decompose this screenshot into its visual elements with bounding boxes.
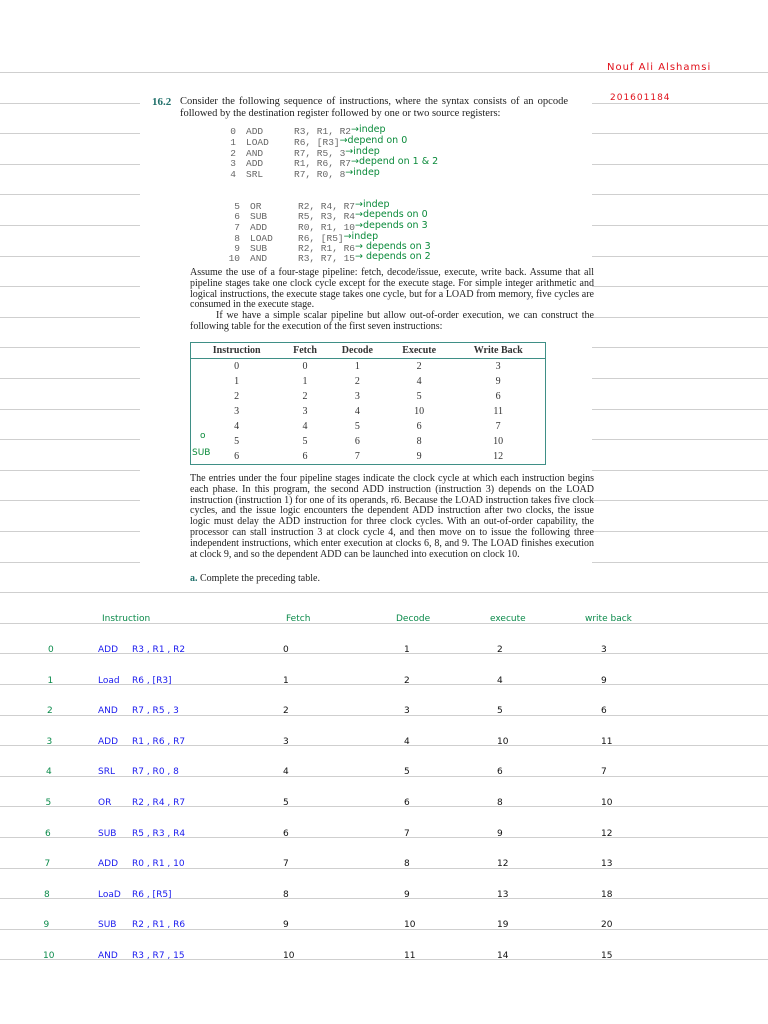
table-cell: 6 [234, 451, 240, 462]
instruction-index: 8 [234, 233, 240, 244]
table-cell: 3 [354, 391, 360, 402]
answer-wb: 6 [601, 706, 607, 716]
table-cell: 9 [495, 376, 501, 387]
answer-idx: 6 [45, 829, 51, 839]
answer-wb: 20 [601, 920, 613, 930]
instruction-index: 2 [230, 148, 236, 159]
author-name: Nouf Ali Alshamsi [607, 62, 712, 73]
answer-execute: 8 [497, 798, 503, 808]
table-cell: 6 [416, 421, 422, 432]
answer-header-instruction: Instruction [102, 614, 151, 624]
answer-args: R5 , R3 , R4 [132, 829, 186, 839]
table-cell: 12 [493, 451, 504, 462]
paragraph-explanation: The entries under the four pipeline stages indicate the clock cycle at which each instruction begins each phase. In this program, the second ADD instruction (instruction 3) depends on the LOAD instruction (instruction 1) for one of its operands, r6. Because the LOAD instruction takes five clock cycles, and the issue logic encounters the dependent ADD instruction after two clocks, the issue logic must delay the ADD instruction for three clock cycles. With an out-of-order capability, the processor can stall instruction 3 at clock cycle 4, and then move on to issue the following three independent instructions, which enter execution at clocks 6, 8, and 9. The LOAD finishes execution at clock 9, and so the dependent ADD can be launched into execution on clock 10. [190, 473, 594, 560]
answer-fetch: 9 [283, 920, 289, 930]
answer-header-write-back: write back [585, 614, 632, 624]
answer-execute: 19 [497, 920, 509, 930]
answer-idx: 0 [48, 645, 54, 655]
answer-args: R2 , R1 , R6 [132, 920, 186, 930]
table-cell: 4 [234, 421, 240, 432]
column-header: Decode [328, 343, 387, 359]
dependency-note: →indep [351, 124, 386, 135]
answer-idx: 8 [44, 890, 50, 900]
answer-op: LoaD [98, 890, 121, 900]
table-row [191, 359, 546, 375]
answer-op: SUB [98, 829, 117, 839]
ruled-line [0, 776, 768, 777]
question-intro: Consider the following sequence of instructions, where the syntax consists of an opcode followed by the destination register followed by one or two source registers: [180, 96, 568, 119]
margin-note-o: o [200, 431, 206, 441]
instruction-index: 5 [234, 201, 240, 212]
answer-op: OR [98, 798, 112, 808]
instruction-operands: R0, R1, 10 [298, 222, 356, 233]
dependency-note: →indep [355, 199, 390, 210]
answer-header-execute: execute [490, 614, 526, 624]
answer-execute: 13 [497, 890, 509, 900]
table-row [191, 374, 546, 389]
answer-decode: 7 [404, 829, 410, 839]
table-cell: 6 [495, 391, 501, 402]
answer-decode: 2 [404, 676, 410, 686]
instruction-index: 4 [230, 169, 236, 180]
answer-op: ADD [98, 737, 119, 747]
answer-decode: 9 [404, 890, 410, 900]
instruction-index: 7 [234, 222, 240, 233]
instruction-opcode: ADD [250, 222, 268, 233]
paragraph-assumptions [190, 268, 594, 333]
answer-args: R6 , [R5] [132, 890, 172, 900]
answer-op: AND [98, 951, 118, 961]
instruction-index: 10 [228, 253, 240, 264]
answer-op: SUB [98, 920, 117, 930]
answer-idx: 5 [45, 798, 52, 808]
table-cell: 1 [234, 376, 240, 387]
answer-args: R3 , R7 , 15 [132, 951, 185, 961]
table-cell: 2 [416, 361, 422, 372]
column-header: Write Back [451, 343, 545, 359]
paragraph-text: Assume the use of a four-stage pipeline: fetch, decode/issue, execute, write back. Assume that all pipeline stages take one clock cycle except for the execute stage. For simple integer arithmetic and logical instructions, the execute stage takes one cycle, but for a LOAD from memory, five cycles are consumed in the execute stage. [190, 267, 594, 311]
table-cell: 10 [493, 436, 504, 447]
answer-fetch: 5 [283, 798, 289, 808]
instruction-index: 9 [234, 243, 240, 254]
answer-wb: 10 [601, 798, 613, 808]
dependency-note: →indep [343, 231, 379, 242]
instruction-opcode: SUB [250, 211, 268, 222]
answer-wb: 13 [601, 859, 613, 869]
table-cell: 0 [234, 361, 240, 372]
dependency-note: →indep [345, 146, 380, 157]
answer-fetch: 6 [283, 829, 289, 839]
student-id: 201601184 [610, 93, 671, 103]
instruction-index: 0 [230, 126, 236, 137]
instruction-operands: R2, R1, R6 [298, 243, 356, 254]
table-cell: 11 [493, 406, 503, 417]
table-cell: 7 [354, 451, 360, 462]
column-header: Fetch [282, 343, 327, 359]
table-cell: 10 [414, 406, 425, 417]
table-cell: 5 [234, 436, 240, 447]
answer-args: R7 , R0 , 8 [132, 767, 179, 777]
answer-args: R6 , [R3] [132, 676, 172, 686]
answer-wb: 15 [601, 951, 613, 961]
ruled-line [0, 592, 768, 593]
table-cell: 5 [302, 436, 308, 447]
answer-fetch: 4 [283, 767, 289, 777]
instruction-operands: R7, R5, 3 [294, 148, 346, 159]
answer-header-fetch: Fetch [286, 614, 311, 624]
table-cell: 1 [354, 361, 360, 372]
table-cell: 3 [234, 406, 240, 417]
answer-wb: 12 [601, 829, 613, 839]
table-row [191, 419, 546, 434]
answer-fetch: 7 [283, 859, 289, 869]
instruction-opcode: OR [250, 201, 262, 212]
instruction-operands: R7, R0, 8 [294, 169, 346, 180]
table-cell: 6 [302, 451, 308, 462]
answer-execute: 2 [497, 645, 503, 655]
answer-args: R2 , R4 , R7 [132, 798, 186, 808]
table-cell: 0 [302, 361, 308, 372]
answer-wb: 11 [601, 737, 613, 747]
table-cell: 5 [416, 391, 422, 402]
answer-execute: 9 [497, 829, 503, 839]
answer-args: R1 , R6 , R7 [132, 737, 186, 747]
dependency-note: → depends on 2 [355, 251, 431, 262]
answer-idx: 7 [44, 859, 51, 869]
answer-decode: 6 [404, 798, 410, 808]
part-a-text: Complete the preceding table. [200, 573, 320, 584]
answer-decode: 5 [404, 767, 410, 777]
answer-header-decode: Decode [396, 614, 431, 624]
instruction-operands: R6, [R3] [294, 137, 340, 148]
answer-decode: 8 [404, 859, 410, 869]
table-cell: 8 [416, 436, 422, 447]
answer-execute: 12 [497, 859, 509, 869]
column-header: Execute [387, 343, 451, 359]
table-cell: 4 [302, 421, 308, 432]
answer-decode: 3 [404, 706, 410, 716]
ruled-line [0, 806, 768, 807]
answer-idx: 3 [46, 737, 53, 747]
margin-note-sub: SUB [192, 448, 211, 458]
answer-op: ADD [98, 859, 119, 869]
answer-decode: 10 [404, 920, 416, 930]
table-cell: 3 [495, 361, 501, 372]
answer-op: ADD [98, 645, 119, 655]
answer-decode: 1 [404, 645, 410, 655]
instruction-opcode: SUB [250, 243, 268, 254]
column-header: Instruction [191, 343, 283, 359]
answer-fetch: 10 [283, 951, 295, 961]
table-cell: 5 [354, 421, 360, 432]
instruction-opcode: AND [246, 148, 264, 159]
answer-fetch: 0 [283, 645, 289, 655]
table-row [191, 404, 546, 419]
answer-idx: 1 [47, 676, 54, 686]
table-cell: 6 [354, 436, 360, 447]
pipeline-table [190, 342, 546, 465]
table-header-row [191, 343, 546, 359]
answer-idx: 9 [43, 920, 50, 930]
part-a [190, 574, 594, 585]
answer-idx: 10 [43, 951, 55, 961]
instruction-index: 1 [230, 137, 236, 148]
answer-decode: 11 [404, 951, 416, 961]
answer-execute: 14 [497, 951, 509, 961]
answer-idx: 4 [46, 767, 52, 777]
table-cell: 2 [234, 391, 240, 402]
instruction-operands: R2, R4, R7 [298, 201, 356, 212]
instruction-opcode: AND [250, 253, 268, 264]
instruction-opcode: LOAD [250, 233, 273, 244]
answer-args: R7 , R5 , 3 [132, 706, 179, 716]
textbook-scan [140, 86, 592, 586]
table-cell: 3 [302, 406, 308, 417]
answer-execute: 4 [497, 676, 503, 686]
table-row [191, 434, 546, 449]
instruction-operands: R1, R6, R7 [294, 158, 352, 169]
dependency-note: →depends on 3 [355, 220, 428, 231]
answer-execute: 5 [497, 706, 503, 716]
table-cell: 2 [302, 391, 308, 402]
answer-op: AND [98, 706, 118, 716]
answer-wb: 3 [601, 645, 607, 655]
dependency-note: →indep [345, 167, 380, 178]
table-cell: 2 [354, 376, 360, 387]
instruction-index: 6 [234, 211, 240, 222]
answer-op: Load [98, 676, 120, 686]
answer-fetch: 8 [283, 890, 289, 900]
table-cell: 4 [354, 406, 360, 417]
table-row [191, 389, 546, 404]
dependency-note: →depends on 0 [355, 209, 428, 220]
table-cell: 7 [495, 421, 501, 432]
paragraph-text: If we have a simple scalar pipeline but allow out-of-order execution, we can construct the following table for the execution of the first seven instructions: [190, 310, 594, 332]
table-row [191, 449, 546, 465]
question-number: 16.2 [152, 96, 172, 108]
dependency-note: → depends on 3 [355, 241, 431, 252]
dependency-note: →depend on 0 [339, 135, 408, 146]
answer-execute: 10 [497, 737, 509, 747]
answer-fetch: 2 [283, 706, 289, 716]
instruction-opcode: SRL [246, 169, 264, 180]
answer-idx: 2 [47, 706, 53, 716]
table-cell: 4 [416, 376, 422, 387]
instruction-index: 3 [230, 158, 236, 169]
answer-op: SRL [98, 767, 115, 777]
table-cell: 1 [302, 376, 308, 387]
table-cell: 9 [416, 451, 422, 462]
instruction-opcode: ADD [246, 158, 264, 169]
answer-fetch: 3 [283, 737, 289, 747]
answer-decode: 4 [404, 737, 410, 747]
answer-wb: 9 [601, 676, 607, 686]
answer-args: R0 , R1 , 10 [132, 859, 185, 869]
instruction-operands: R3, R7, 15 [298, 253, 356, 264]
answer-execute: 6 [497, 767, 503, 777]
instruction-opcode: ADD [246, 126, 264, 137]
dependency-note: →depend on 1 & 2 [351, 156, 439, 167]
instruction-operands: R6, [R5] [298, 233, 344, 244]
instruction-operands: R3, R1, R2 [294, 126, 352, 137]
instruction-opcode: LOAD [246, 137, 269, 148]
answer-wb: 18 [601, 890, 613, 900]
answer-fetch: 1 [283, 676, 289, 686]
answer-args: R3 , R1 , R2 [132, 645, 186, 655]
instruction-operands: R5, R3, R4 [298, 211, 356, 222]
answer-wb: 7 [601, 767, 607, 777]
part-a-label: a. [190, 573, 198, 584]
